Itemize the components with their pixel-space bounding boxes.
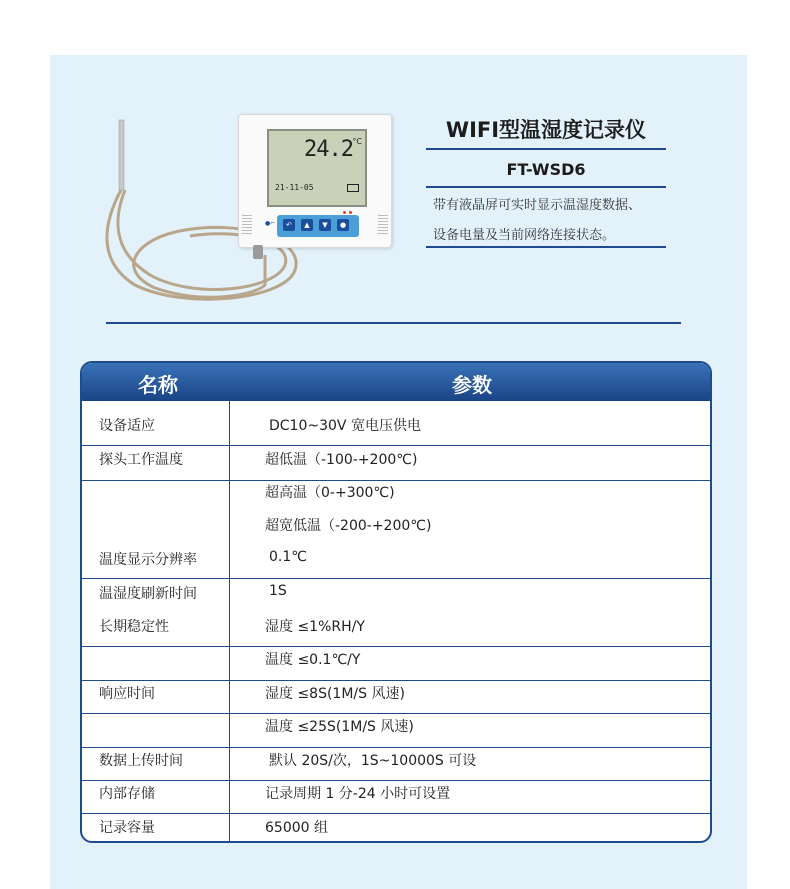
spec-value: 超宽低温（-200-+200℃) (265, 518, 432, 534)
row-divider (82, 680, 710, 681)
down-key-icon: ▼ (319, 219, 331, 231)
spec-name: 温度显示分辨率 (99, 552, 197, 568)
row-divider (82, 747, 710, 748)
spec-value: 65000 组 (265, 820, 328, 836)
spec-name: 长期稳定性 (99, 619, 169, 635)
keypad (277, 215, 359, 237)
column-divider (229, 401, 230, 843)
spec-table (80, 361, 712, 843)
row-divider (82, 445, 710, 446)
spec-name: 内部存储 (99, 786, 155, 802)
lcd-temperature: 24.2 (304, 137, 353, 162)
spec-name: 温湿度刷新时间 (99, 586, 197, 602)
up-key-icon: ▲ (301, 219, 313, 231)
cable-gland-icon (253, 245, 263, 259)
model-divider (426, 186, 666, 188)
spec-name: 探头工作温度 (99, 452, 183, 468)
spec-value: 温度 ≤0.1℃/Y (265, 652, 361, 668)
lcd-screen (267, 129, 367, 207)
table-header (82, 363, 710, 401)
spec-value: 超低温（-100-+200℃) (265, 452, 418, 468)
recorder-device (238, 114, 392, 248)
product-model: FT-WSD6 (506, 160, 586, 179)
title-divider (426, 148, 666, 150)
row-divider (82, 713, 710, 714)
spec-value: 1S (269, 583, 287, 599)
product-title: WIFI型温湿度记录仪 (445, 118, 647, 142)
brand-logo-icon: ●⌐ (265, 220, 276, 227)
product-description-line2: 设备电量及当前网络连接状态。 (433, 228, 616, 243)
spec-value: 湿度 ≤8S(1M/S 风速) (265, 686, 405, 702)
battery-icon (347, 184, 359, 192)
spec-value: 记录周期 1 分-24 小时可设置 (265, 786, 451, 802)
row-divider (82, 646, 710, 647)
spec-name: 设备适应 (99, 418, 155, 434)
lcd-datetime: 21-11-05 (275, 183, 314, 192)
spec-value: 0.1℃ (269, 549, 307, 565)
spec-name: 记录容量 (99, 820, 155, 836)
row-divider (82, 578, 710, 579)
lcd-unit: °C (352, 137, 362, 146)
ok-key-icon: ● (337, 219, 349, 231)
row-divider (82, 780, 710, 781)
header-param: 参数 (452, 373, 492, 397)
led-icon (343, 211, 346, 214)
spec-name: 响应时间 (99, 686, 155, 702)
back-key-icon: ↶ (283, 219, 295, 231)
row-divider (82, 813, 710, 814)
spec-value: 温度 ≤25S(1M/S 风速) (265, 719, 414, 735)
description-divider (426, 246, 666, 248)
spec-value: 超高温（0-+300℃) (265, 485, 395, 501)
header-name: 名称 (138, 373, 178, 397)
product-description-line1: 带有液晶屏可实时显示温湿度数据、 (433, 198, 642, 213)
spec-name: 数据上传时间 (99, 753, 183, 769)
vent-right-icon (378, 215, 388, 235)
spec-value: DC10~30V 宽电压供电 (269, 418, 421, 434)
vent-left-icon (242, 215, 252, 235)
product-image (95, 110, 405, 310)
spec-value: 湿度 ≤1%RH/Y (265, 619, 365, 635)
row-divider (82, 480, 710, 481)
spec-value: 默认 20S/次，1S~10000S 可设 (269, 753, 477, 769)
section-divider (106, 322, 681, 324)
led-icon (349, 211, 352, 214)
